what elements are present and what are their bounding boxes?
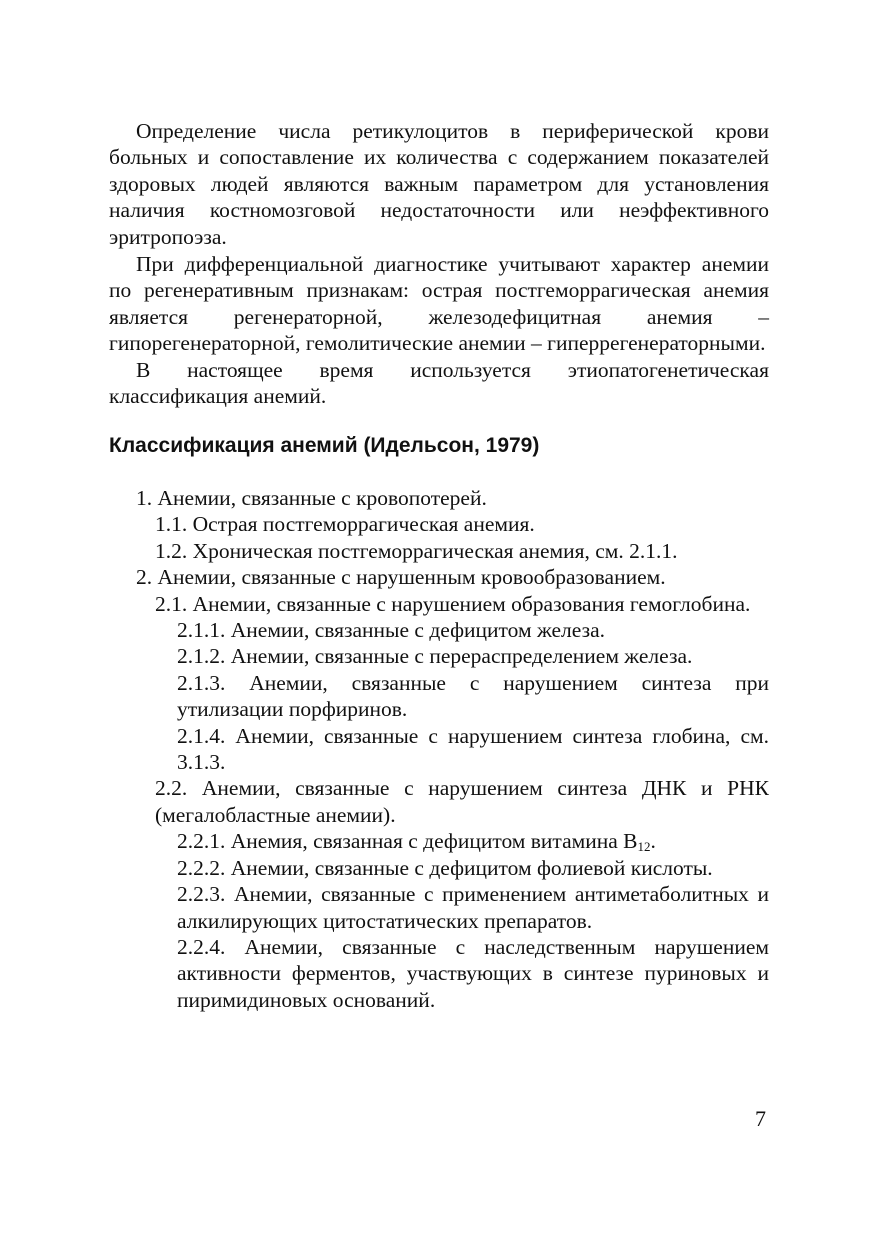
paragraph-reticulocytes: Определение числа ретикулоцитов в периферической крови больных и сопоставление их количества с содержанием показателей здоровых людей являются важным параметром для установления наличия костномозговой недостаточности или неэффективного эритропоэза.	[109, 119, 769, 249]
paragraph-classification-intro: В настоящее время используется этиопатогенетическая классификация анемий.	[109, 358, 769, 409]
list-item: 2.1.3. Анемии, связанные с нарушением синтеза при утилизации порфиринов.	[177, 670, 769, 722]
list-item	[177, 828, 769, 854]
list-item-suffix: .	[650, 829, 656, 854]
list-item: 2.2. Анемии, связанные с нарушением синтеза ДНК и РНК (мегалобластные анемии).	[155, 776, 769, 827]
list-item: 1. Анемии, связанные с кровопотерей.	[136, 486, 487, 510]
list-item: 2.2.2. Анемии, связанные с дефицитом фолиевой кислоты.	[177, 855, 713, 880]
list-item: 1.2. Хроническая постгеморрагическая анемия, см. 2.1.1.	[155, 538, 678, 563]
list-item: 2. Анемии, связанные с нарушенным кровообразованием.	[136, 565, 666, 590]
section-heading: Классификация анемий (Идельсон, 1979)	[109, 434, 540, 457]
list-item: 2.1.1. Анемии, связанные с дефицитом железа.	[177, 618, 606, 643]
paragraph-differential-diagnosis: При дифференциальной диагностике учитывают характер анемии по регенеративным признакам: острая постгеморрагическая анемия является регенераторной, железодефицитная анемия – гипорегенераторной, гемолитические анемии – гиперрегенераторными.	[109, 252, 769, 356]
list-item: 2.1. Анемии, связанные с нарушением образования гемоглобина.	[155, 591, 751, 616]
list-item-text: 2.2.1. Анемия, связанная с дефицитом витамина B	[177, 829, 638, 854]
list-item: 2.2.4. Анемии, связанные с наследственным нарушением активности ферментов, участвующих в синтезе пуриновых и пиримидиновых оснований.	[177, 934, 769, 1012]
list-item: 2.1.4. Анемии, связанные с нарушением синтеза глобина, см. 3.1.3.	[177, 723, 769, 775]
list-item: 2.1.2. Анемии, связанные с перераспределением железа.	[177, 644, 693, 669]
list-item: 2.2.3. Анемии, связанные с применением антиметаболитных и алкилирующих цитостатических препаратов.	[177, 882, 769, 933]
vitamin-subscript: 12	[637, 839, 651, 855]
page-number: 7	[755, 1106, 766, 1131]
anemia-classification-list	[0, 485, 876, 1013]
list-item: 1.1. Острая постгеморрагическая анемия.	[155, 512, 535, 537]
